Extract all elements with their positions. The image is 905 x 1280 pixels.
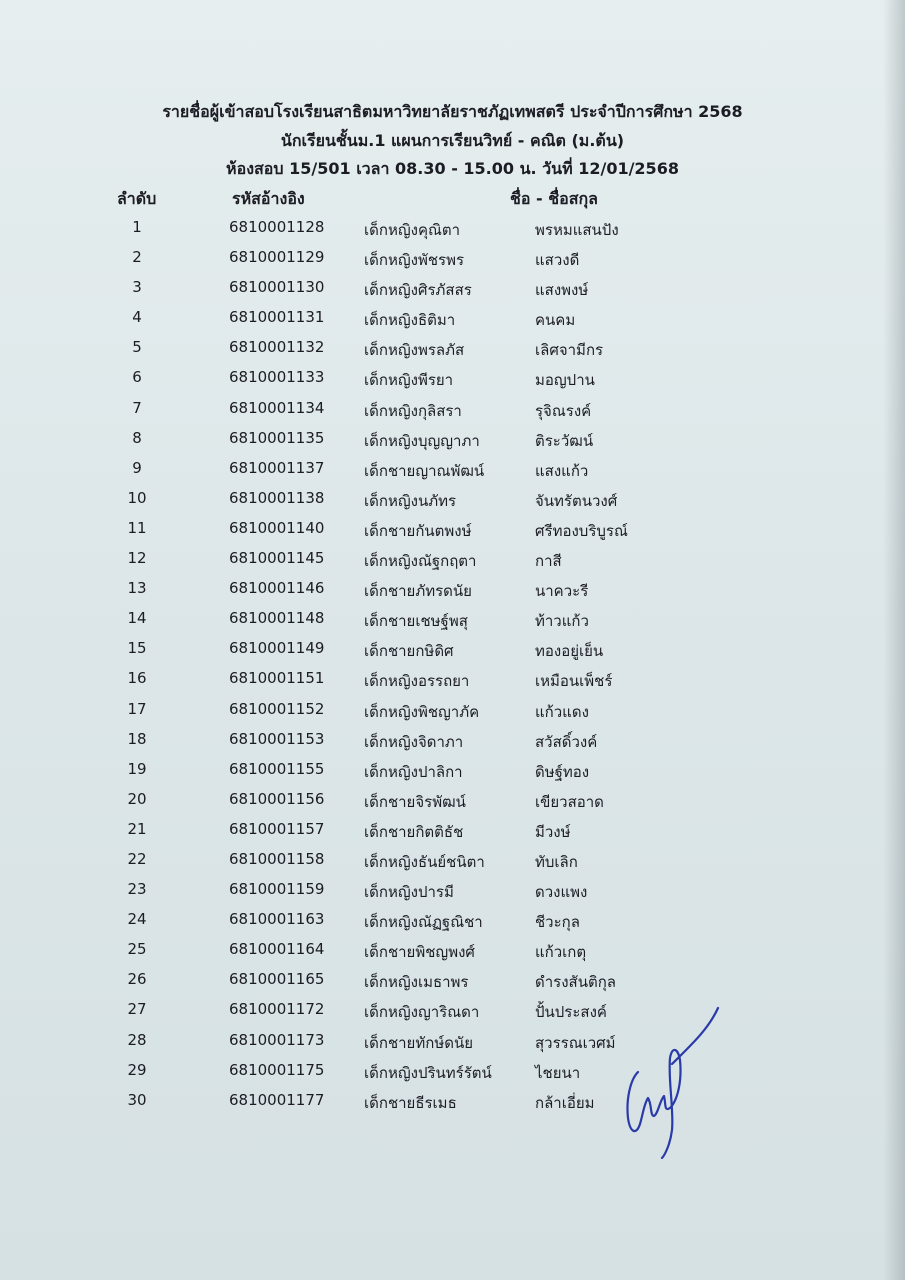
row-reference-code: 6810001132 <box>229 338 325 357</box>
document-subtitle-class: นักเรียนชั้นม.1 แผนการเรียนวิทย์ - คณิต (ม.ต้น) <box>280 131 625 150</box>
table-row <box>0 1027 905 1057</box>
table-row <box>0 455 905 485</box>
row-last-name: เหมือนเพ็ชร์ <box>535 672 613 691</box>
row-first-name: เด็กหญิงธิติมา <box>364 311 456 330</box>
row-last-name: รุจิณรงค์ <box>535 401 592 420</box>
row-last-name: ติระวัฒน์ <box>535 431 594 450</box>
row-first-name: เด็กหญิงนภัทร <box>364 491 457 510</box>
row-order: 21 <box>127 819 147 838</box>
row-order: 25 <box>127 940 147 959</box>
row-first-name: เด็กหญิงพิชญาภัค <box>364 702 480 721</box>
row-first-name: เด็กชายญาณพัฒน์ <box>364 461 485 480</box>
table-row <box>0 244 905 274</box>
row-order: 5 <box>132 338 142 357</box>
row-last-name: กาสี <box>535 552 562 571</box>
row-reference-code: 6810001129 <box>229 248 325 267</box>
row-reference-code: 6810001157 <box>229 819 325 838</box>
table-row <box>0 1057 905 1087</box>
row-last-name: กล้าเอี่ยม <box>535 1093 595 1112</box>
row-order: 27 <box>127 1000 147 1019</box>
row-last-name: แก้วแดง <box>535 702 589 721</box>
row-last-name: จันทรัตนวงศ์ <box>535 491 618 510</box>
row-order: 22 <box>127 849 147 868</box>
row-first-name: เด็กชายจิรพัฒน์ <box>364 792 466 811</box>
row-reference-code: 6810001165 <box>229 970 325 989</box>
row-reference-code: 6810001164 <box>229 940 325 959</box>
row-reference-code: 6810001173 <box>229 1030 325 1049</box>
row-order: 15 <box>127 639 147 658</box>
row-last-name: ปั้นประสงค์ <box>535 1003 607 1022</box>
row-order: 1 <box>132 218 142 236</box>
row-first-name: เด็กหญิงพีรยา <box>364 371 454 390</box>
row-order: 13 <box>127 579 147 598</box>
table-row <box>0 906 905 936</box>
row-order: 18 <box>127 729 147 748</box>
row-last-name: ชีวะกุล <box>535 913 580 932</box>
table-row <box>0 334 905 364</box>
row-order: 11 <box>127 518 147 537</box>
row-order: 10 <box>127 488 147 507</box>
row-order: 23 <box>127 880 147 899</box>
row-last-name: ทองอยู่เย็น <box>535 642 604 661</box>
table-row <box>0 274 905 304</box>
row-reference-code: 6810001146 <box>229 579 325 598</box>
row-first-name: เด็กชายกิตติธัช <box>364 822 464 841</box>
row-reference-code: 6810001163 <box>229 910 325 929</box>
row-reference-code: 6810001172 <box>229 1000 325 1019</box>
row-first-name: เด็กหญิงอรรถยา <box>364 672 470 691</box>
row-first-name: เด็กหญิงณัฐกฤตา <box>364 552 477 571</box>
row-order: 24 <box>127 910 147 929</box>
row-reference-code: 6810001158 <box>229 849 325 868</box>
row-reference-code: 6810001155 <box>229 759 325 778</box>
row-first-name: เด็กชายกันตพงษ์ <box>364 521 472 540</box>
row-order: 30 <box>127 1090 147 1109</box>
row-first-name: เด็กหญิงปาลิกา <box>364 762 463 781</box>
row-reference-code: 6810001156 <box>229 789 325 808</box>
row-last-name: แสวงดี <box>535 251 580 270</box>
row-last-name: เขียวสอาด <box>535 792 604 811</box>
row-first-name: เด็กหญิงพัชรพร <box>364 251 465 270</box>
row-last-name: แก้วเกตุ <box>535 943 587 962</box>
row-order: 2 <box>132 248 142 267</box>
table-row <box>0 1087 905 1117</box>
table-row <box>0 635 905 665</box>
table-row <box>0 665 905 695</box>
row-reference-code: 6810001137 <box>229 458 325 477</box>
row-last-name: แสงพงษ์ <box>535 281 589 300</box>
row-last-name: มีวงษ์ <box>535 822 571 841</box>
row-reference-code: 6810001149 <box>229 639 325 658</box>
row-last-name: ทับเลิก <box>535 852 578 871</box>
table-row <box>0 996 905 1026</box>
row-reference-code: 6810001153 <box>229 729 325 748</box>
row-reference-code: 6810001131 <box>229 308 325 327</box>
table-row <box>0 786 905 816</box>
table-row <box>0 696 905 726</box>
document-subtitle-room: ห้องสอบ 15/501 เวลา 08.30 - 15.00 น. วันที่ 12/01/2568 <box>226 159 679 178</box>
row-reference-code: 6810001152 <box>229 699 325 718</box>
signature-icon <box>590 1000 730 1165</box>
table-row <box>0 515 905 545</box>
row-last-name: ดิษฐ์ทอง <box>535 762 590 781</box>
row-order: 6 <box>132 368 142 387</box>
row-first-name: เด็กหญิงณัฏฐณิชา <box>364 913 483 932</box>
row-order: 4 <box>132 308 142 327</box>
row-last-name: ดำรงสันติกุล <box>535 973 616 992</box>
row-last-name: แสงแก้ว <box>535 461 589 480</box>
row-first-name: เด็กชายทักษ์ดนัย <box>364 1033 473 1052</box>
row-last-name: มอญปาน <box>535 371 595 390</box>
row-first-name: เด็กชายพิชญพงศ์ <box>364 943 475 962</box>
row-order: 29 <box>127 1060 147 1079</box>
table-row <box>0 876 905 906</box>
row-first-name: เด็กหญิงปรินทร์รัตน์ <box>364 1063 492 1082</box>
row-order: 19 <box>127 759 147 778</box>
row-reference-code: 6810001128 <box>229 218 325 236</box>
row-first-name: เด็กหญิงธันย์ชนิตา <box>364 852 485 871</box>
row-last-name: พรหมแสนปัง <box>535 221 619 239</box>
student-list <box>0 214 905 1117</box>
table-row <box>0 756 905 786</box>
row-order: 7 <box>132 398 142 417</box>
row-order: 17 <box>127 699 147 718</box>
column-header-name: ชื่อ - ชื่อสกุล <box>510 189 598 208</box>
row-first-name: เด็กหญิงศิรภัสสร <box>364 281 472 300</box>
table-row <box>0 936 905 966</box>
row-first-name: เด็กหญิงบุญญาภา <box>364 431 480 450</box>
row-order: 26 <box>127 970 147 989</box>
row-reference-code: 6810001133 <box>229 368 325 387</box>
table-row <box>0 214 905 244</box>
table-row <box>0 605 905 635</box>
row-first-name: เด็กหญิงคุณิตา <box>364 221 461 239</box>
table-row <box>0 364 905 394</box>
row-reference-code: 6810001135 <box>229 428 325 447</box>
row-last-name: นาควะรี <box>535 582 589 601</box>
row-order: 28 <box>127 1030 147 1049</box>
row-first-name: เด็กหญิงพรลภัส <box>364 341 465 360</box>
row-order: 12 <box>127 549 147 568</box>
document-title: รายชื่อผู้เข้าสอบโรงเรียนสาธิตมหาวิทยาลัยราชภัฏเทพสตรี ประจำปีการศึกษา 2568 <box>162 102 743 121</box>
table-row <box>0 425 905 455</box>
row-first-name: เด็กหญิงเมธาพร <box>364 973 469 992</box>
row-reference-code: 6810001148 <box>229 609 325 628</box>
column-header-order: ลำดับ <box>117 189 157 208</box>
row-reference-code: 6810001175 <box>229 1060 325 1079</box>
row-last-name: ศรีทองบริบูรณ์ <box>535 521 628 540</box>
row-order: 14 <box>127 609 147 628</box>
row-first-name: เด็กชายเชษฐ์พสุ <box>364 612 468 631</box>
table-row <box>0 846 905 876</box>
table-row <box>0 395 905 425</box>
table-row <box>0 726 905 756</box>
table-row <box>0 545 905 575</box>
table-row <box>0 575 905 605</box>
column-header-reference-code: รหัสอ้างอิง <box>232 189 305 208</box>
row-last-name: สวัสดิ์วงค์ <box>535 732 598 751</box>
row-first-name: เด็กชายภัทรดนัย <box>364 582 472 601</box>
row-order: 16 <box>127 669 147 688</box>
row-last-name: สุวรรณเวศม์ <box>535 1033 616 1052</box>
row-reference-code: 6810001138 <box>229 488 325 507</box>
row-last-name: ท้าวแก้ว <box>535 612 589 631</box>
row-order: 8 <box>132 428 142 447</box>
row-reference-code: 6810001130 <box>229 278 325 297</box>
row-reference-code: 6810001177 <box>229 1090 325 1109</box>
row-order: 20 <box>127 789 147 808</box>
row-reference-code: 6810001159 <box>229 880 325 899</box>
row-first-name: เด็กหญิงจิดาภา <box>364 732 464 751</box>
row-last-name: ไชยนา <box>535 1063 581 1082</box>
row-first-name: เด็กชายกษิดิศ <box>364 642 454 661</box>
row-reference-code: 6810001140 <box>229 518 325 537</box>
row-first-name: เด็กชายธีรเมธ <box>364 1093 457 1112</box>
row-first-name: เด็กหญิงญาริณดา <box>364 1003 480 1022</box>
table-row <box>0 304 905 334</box>
row-last-name: ดวงแพง <box>535 883 588 902</box>
row-first-name: เด็กหญิงปารมี <box>364 883 454 902</box>
row-reference-code: 6810001134 <box>229 398 325 417</box>
row-first-name: เด็กหญิงกุลิสรา <box>364 401 462 420</box>
table-row <box>0 816 905 846</box>
table-row <box>0 485 905 515</box>
table-row <box>0 966 905 996</box>
row-order: 3 <box>132 278 142 297</box>
row-last-name: เลิศจามีกร <box>535 341 604 360</box>
row-reference-code: 6810001151 <box>229 669 325 688</box>
row-last-name: คนคม <box>535 311 576 330</box>
row-reference-code: 6810001145 <box>229 549 325 568</box>
row-order: 9 <box>132 458 142 477</box>
